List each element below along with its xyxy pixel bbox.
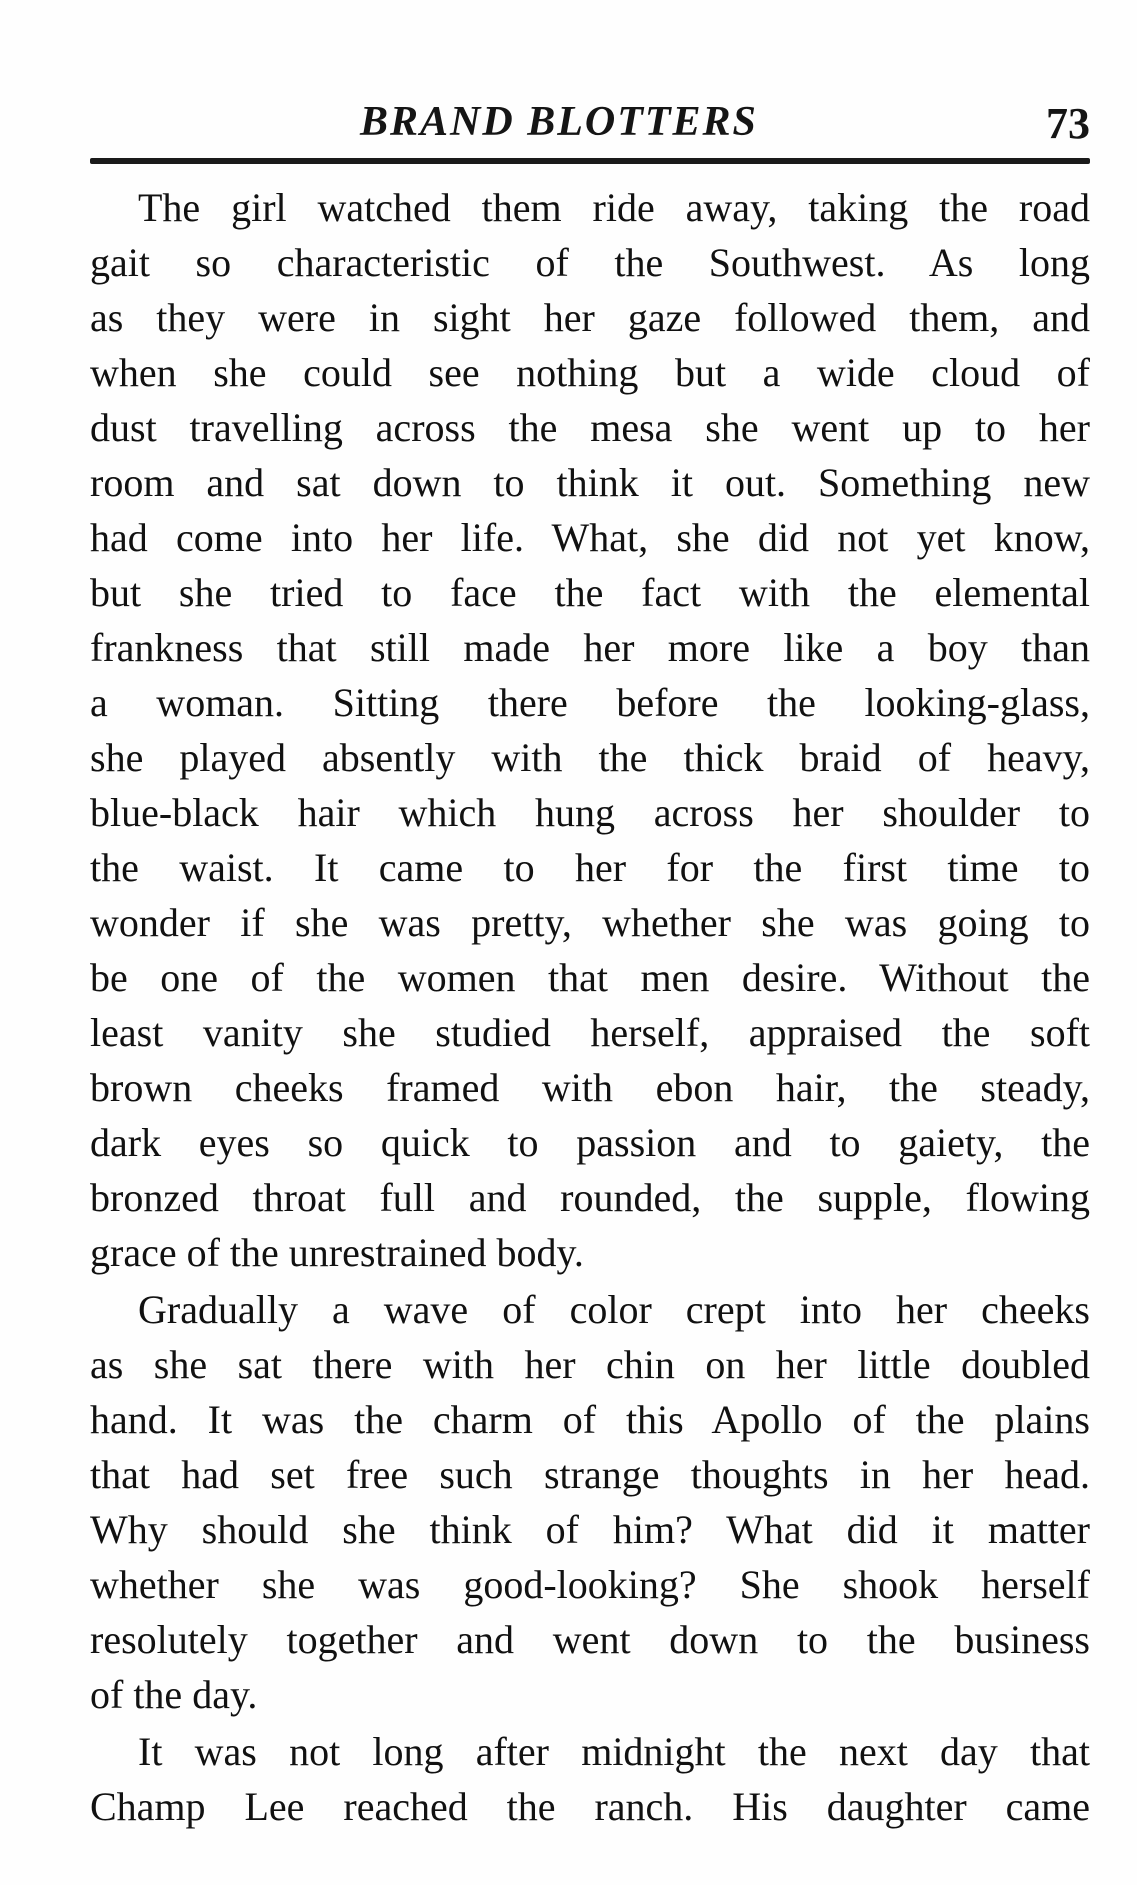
- text-line: Gradually a wave of color crept into her cheeks: [138, 1287, 1090, 1332]
- page-header: [90, 92, 1090, 152]
- running-title: BRAND BLOTTERS: [360, 99, 758, 145]
- text-line: The girl watched them ride away, taking the road: [138, 185, 1090, 230]
- text-line: dust travelling across the mesa she went up to her: [90, 405, 1090, 450]
- header-rule: [90, 158, 1090, 164]
- paragraph-3: [90, 1724, 1090, 1834]
- text-line: hand. It was the charm of this Apollo of the plains: [90, 1397, 1090, 1442]
- text-line: brown cheeks framed with ebon hair, the steady,: [90, 1065, 1090, 1110]
- page-number: 73: [1046, 99, 1090, 148]
- text-line: room and sat down to think it out. Something new: [90, 460, 1090, 505]
- text-line: the waist. It came to her for the first time to: [90, 845, 1090, 890]
- text-line: least vanity she studied herself, appraised the soft: [90, 1010, 1090, 1055]
- text-line: as she sat there with her chin on her little doubled: [90, 1342, 1090, 1387]
- text-line: as they were in sight her gaze followed them, and: [90, 295, 1090, 340]
- text-line: that had set free such strange thoughts in her head.: [90, 1452, 1090, 1497]
- text-line: but she tried to face the fact with the elemental: [90, 570, 1090, 615]
- text-line: a woman. Sitting there before the looking-glass,: [90, 680, 1090, 725]
- text-line: Why should she think of him? What did it matter: [90, 1507, 1090, 1552]
- text-line: dark eyes so quick to passion and to gaiety, the: [90, 1120, 1090, 1165]
- text-line: bronzed throat full and rounded, the supple, flowing: [90, 1175, 1090, 1220]
- text-line: It was not long after midnight the next day that: [138, 1729, 1090, 1774]
- text-line: grace of the unrestrained body.: [90, 1230, 584, 1275]
- text-line: gait so characteristic of the Southwest. As long: [90, 240, 1090, 285]
- text-line: blue-black hair which hung across her shoulder to: [90, 790, 1090, 835]
- text-line: frankness that still made her more like a boy than: [90, 625, 1090, 670]
- text-line: she played absently with the thick braid of heavy,: [90, 735, 1090, 780]
- text-line: of the day.: [90, 1672, 258, 1717]
- text-line: resolutely together and went down to the business: [90, 1617, 1090, 1662]
- text-line: when she could see nothing but a wide cloud of: [90, 350, 1090, 395]
- text-line: wonder if she was pretty, whether she was going to: [90, 900, 1090, 945]
- text-line: be one of the women that men desire. Without the: [90, 955, 1090, 1000]
- paragraph-2: [90, 1282, 1090, 1722]
- text-line: whether she was good-looking? She shook herself: [90, 1562, 1090, 1607]
- paragraph-1: [90, 180, 1090, 1280]
- text-body: [90, 180, 1090, 1834]
- text-line: Champ Lee reached the ranch. His daughter came: [90, 1784, 1090, 1829]
- text-line: had come into her life. What, she did not yet know,: [90, 515, 1090, 560]
